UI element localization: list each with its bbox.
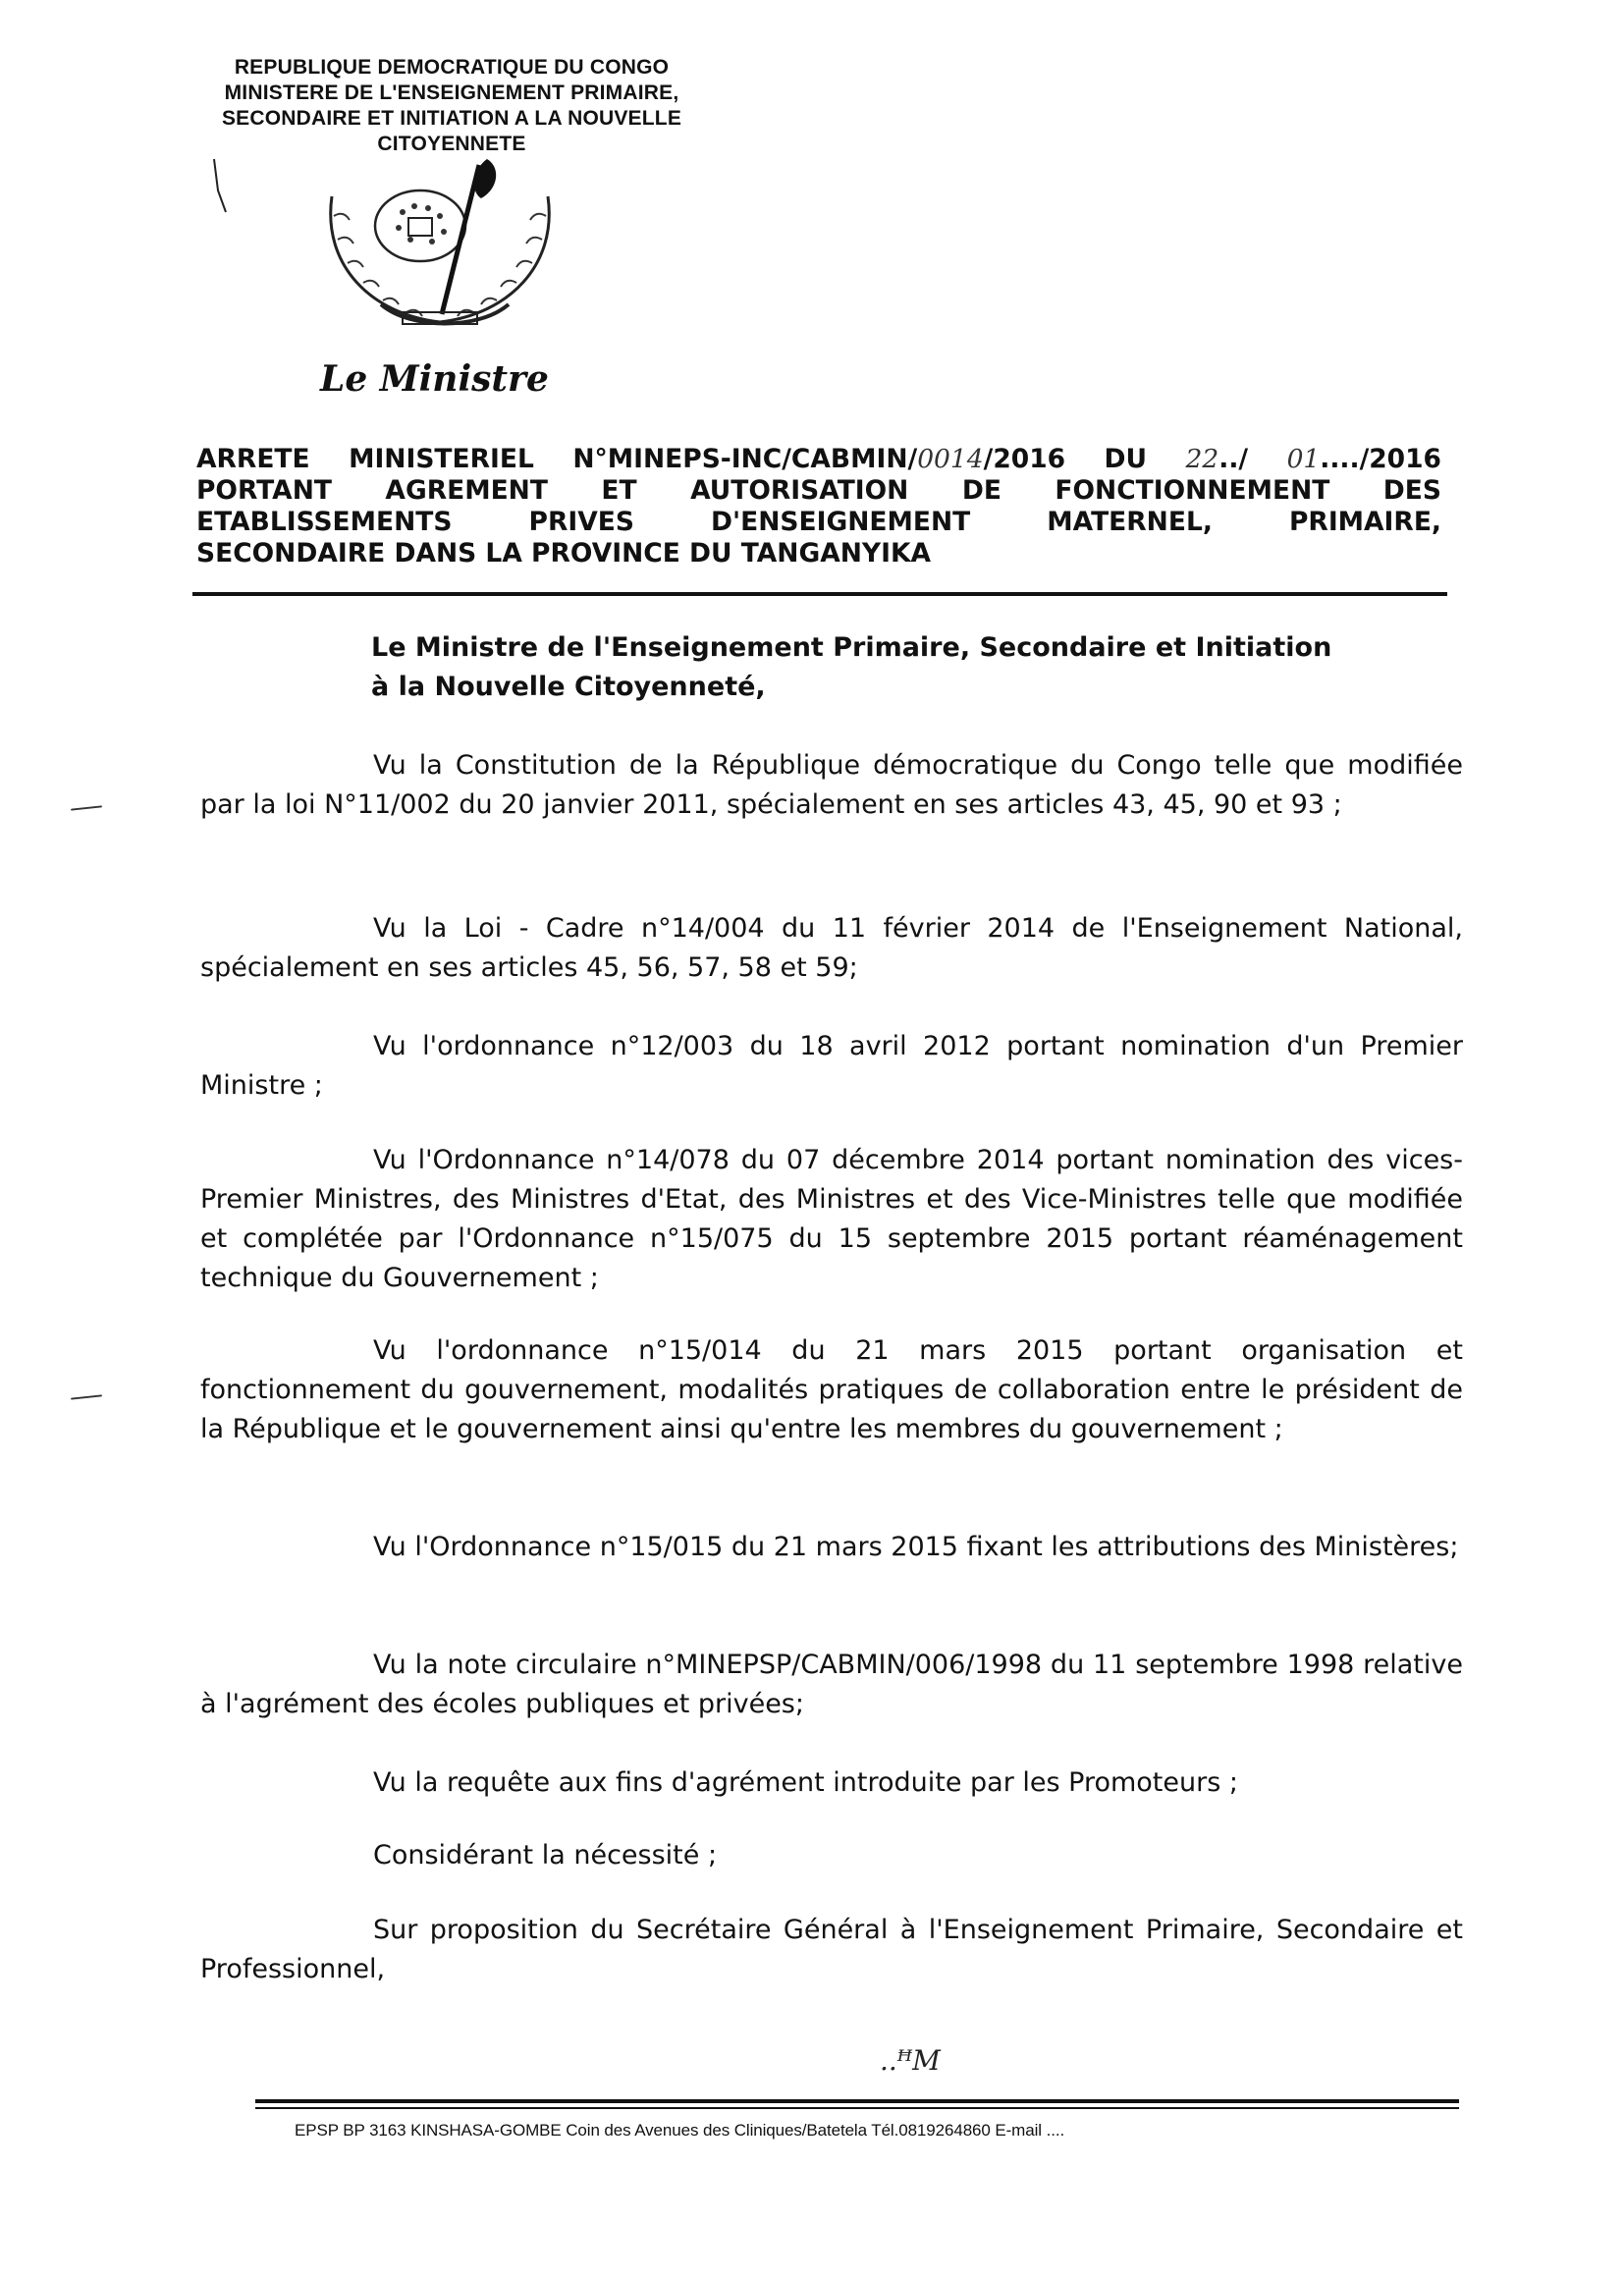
considerant-attributions-ministeres bbox=[200, 1528, 1463, 1567]
decree-handwritten-day: 22 bbox=[1185, 444, 1219, 474]
considerant-organisation-gouvernement bbox=[200, 1331, 1463, 1449]
decree-title-line1 bbox=[196, 444, 1441, 475]
decree-reference-prefix: ARRETE MINISTERIEL N°MINEPS-INC/CABMIN/ bbox=[196, 444, 918, 474]
considerant-ordonnance-gouvernement bbox=[200, 1141, 1463, 1298]
stray-pen-mark bbox=[210, 157, 230, 216]
decree-title-line4: SECONDAIRE DANS LA PROVINCE DU TANGANYIKA bbox=[196, 538, 932, 569]
preamble-line2: à la Nouvelle Citoyenneté, bbox=[371, 672, 766, 702]
considerant-ordonnance-premier-ministre bbox=[200, 1027, 1463, 1106]
letterhead-country: REPUBLIQUE DEMOCRATIQUE DU CONGO bbox=[234, 56, 670, 79]
footer-rule-thin bbox=[255, 2107, 1459, 2109]
preamble-line1: Le Ministre de l'Enseignement Primaire, Secondaire et Initiation bbox=[371, 632, 1332, 663]
decree-date-year: ..../2016 bbox=[1320, 444, 1441, 474]
paragraph-text: Vu l'ordonnance n°12/003 du 18 avril 2012 portant nomination d'un Premier Ministre ; bbox=[200, 1031, 1463, 1101]
paragraph-text: Vu l'ordonnance n°15/014 du 21 mars 2015 portant organisation et fonctionnement du gouvernement, modalités pratiques de collaboration entre le président de la République et le gouvernement ainsi qu'entre les membres du gouvernement ; bbox=[200, 1335, 1463, 1444]
paragraph-text: Vu l'Ordonnance n°14/078 du 07 décembre 2014 portant nomination des vices-Premier Ministres, des Ministres d'Etat, des Ministres et des Vice-Ministres telle que modifiée et complétée par l'Ordonnance n°15/075 du 15 septembre 2015 portant réaménagement technique du Gouvernement ; bbox=[200, 1145, 1463, 1293]
decree-date-separator: ../ bbox=[1218, 444, 1287, 474]
decree-title-line3: ETABLISSEMENTS PRIVES D'ENSEIGNEMENT MATERNEL, PRIMAIRE, bbox=[196, 507, 1441, 537]
letterhead-ministry-line1: MINISTERE DE L'ENSEIGNEMENT PRIMAIRE, bbox=[224, 81, 679, 104]
proposition-secretaire-general bbox=[200, 1911, 1463, 1989]
margin-mark bbox=[71, 1396, 102, 1399]
considerant-constitution bbox=[200, 746, 1463, 825]
paragraph-text: Vu la Loi - Cadre n°14/004 du 11 février 2014 de l'Enseignement National, spécialement en ses articles 45, 56, 57, 58 et 59; bbox=[200, 913, 1463, 983]
minister-signature-title: Le Ministre bbox=[320, 358, 549, 400]
margin-mark bbox=[71, 807, 102, 810]
decree-title bbox=[196, 444, 1441, 569]
decree-reference-year: /2016 DU bbox=[983, 444, 1186, 474]
footer-address: EPSP BP 3163 KINSHASA-GOMBE Coin des Avenues des Cliniques/Batetela Tél.0819264860 E-mail .... bbox=[295, 2121, 1065, 2140]
considerant-requete: Vu la requête aux fins d'agrément introduite par les Promoteurs ; bbox=[373, 1767, 1238, 1798]
letterhead bbox=[147, 55, 756, 157]
letterhead-ministry-line3: CITOYENNETE bbox=[377, 133, 526, 155]
title-underline bbox=[192, 592, 1447, 596]
decree-handwritten-month: 01 bbox=[1286, 444, 1321, 474]
considerant-note-circulaire bbox=[200, 1646, 1463, 1724]
considerant-loi-cadre bbox=[200, 909, 1463, 988]
paragraph-text: Vu la Constitution de la République démocratique du Congo telle que modifiée par la loi N°11/002 du 20 janvier 2011, spécialement en ses articles 43, 45, 90 et 93 ; bbox=[200, 750, 1463, 820]
decree-handwritten-number: 0014 bbox=[917, 444, 984, 474]
footer-rule-thick bbox=[255, 2099, 1459, 2103]
letterhead-ministry-line2: SECONDAIRE ET INITIATION A LA NOUVELLE bbox=[221, 107, 682, 130]
preamble-heading bbox=[371, 628, 1451, 707]
paragraph-text: Vu l'Ordonnance n°15/015 du 21 mars 2015 fixant les attributions des Ministères; bbox=[373, 1532, 1459, 1562]
decree-title-line2: PORTANT AGREMENT ET AUTORISATION DE FONCTIONNEMENT DES bbox=[196, 475, 1441, 506]
paragraph-text: Vu la note circulaire n°MINEPSP/CABMIN/006/1998 du 11 septembre 1998 relative à l'agrément des écoles publiques et privées; bbox=[200, 1650, 1463, 1719]
considerant-necessite: Considérant la nécessité ; bbox=[373, 1840, 718, 1870]
paragraph-text: Sur proposition du Secrétaire Général à l'Enseignement Primaire, Secondaire et Professionnel, bbox=[200, 1915, 1463, 1984]
handwritten-paraph: ..ꟸM bbox=[880, 2044, 941, 2077]
coat-of-arms-emblem bbox=[312, 157, 568, 344]
